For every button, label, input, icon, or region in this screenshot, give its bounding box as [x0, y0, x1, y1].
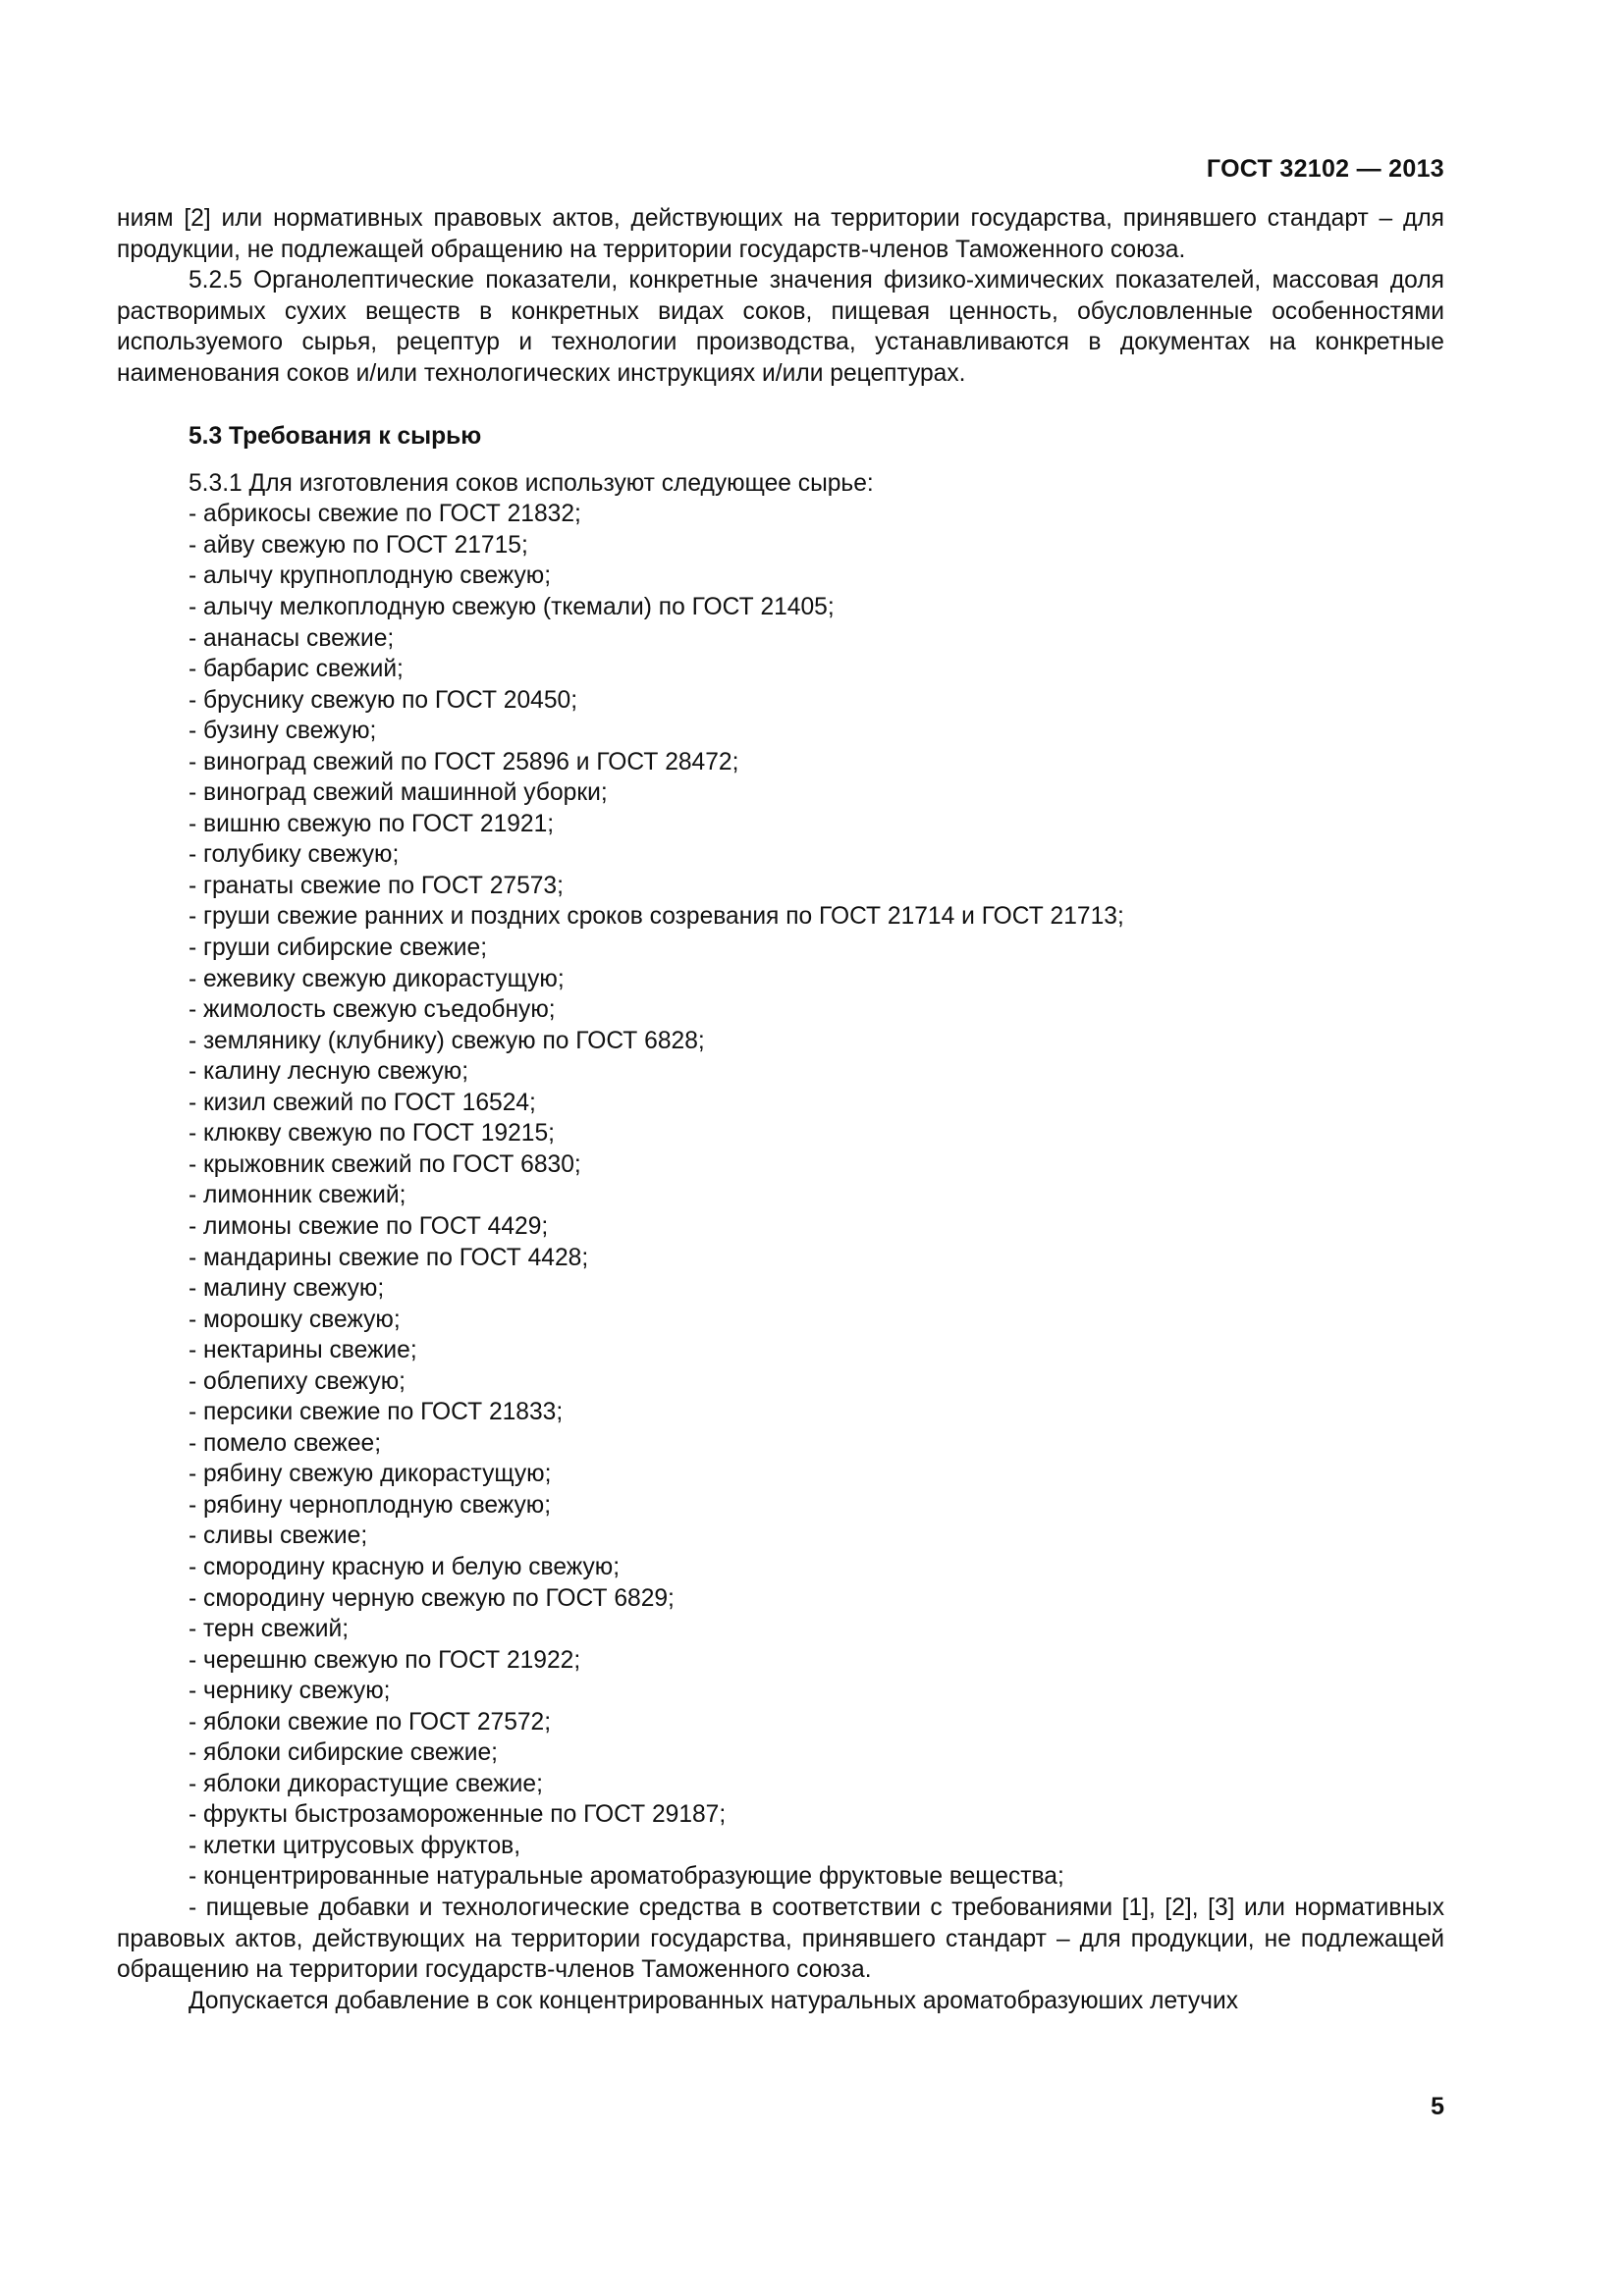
list-item: - облепиху свежую; [189, 1367, 406, 1395]
list-item: - концентрированные натуральные ароматобразующие фруктовые вещества; [189, 1863, 1064, 1891]
list-item: - персики свежие по ГОСТ 21833; [189, 1399, 564, 1426]
list-item: - калину лесную свежую; [189, 1058, 469, 1086]
list-item: - фрукты быстрозамороженные по ГОСТ 29187; [189, 1801, 727, 1829]
list-item: - лимонник свежий; [189, 1182, 406, 1209]
list-item: - лимоны свежие по ГОСТ 4429; [189, 1212, 549, 1240]
list-item: - жимолость свежую съедобную; [189, 996, 556, 1024]
list-item: - смородину черную свежую по ГОСТ 6829; [189, 1584, 675, 1612]
list-item: - мандарины свежие по ГОСТ 4428; [189, 1244, 589, 1271]
list-item: - бруснику свежую по ГОСТ 20450; [189, 686, 578, 714]
document-header-id: ГОСТ 32102 — 2013 [1206, 155, 1444, 183]
list-item: - рябину черноплодную свежую; [189, 1491, 552, 1519]
paragraph-5-2-5: 5.2.5 Органолептические показатели, конкретные значения физико-химических показателей, массовая доля растворимых сухих веществ в конкретных видах соков, пищевая ценность, обусловленные особенностями используемого сырья, рецептур и технологии производства, устанавливаются в документах на конкретные наименования соков и/или технологических инструкциях и/или рецептурах. [117, 267, 1444, 387]
list-item: - крыжовник свежий по ГОСТ 6830; [189, 1150, 581, 1178]
paragraph-allowed: Допускается добавление в сок концентрированных натуральных ароматобразуюших летучих [189, 1987, 1239, 2014]
list-item: - клюкву свежую по ГОСТ 19215; [189, 1120, 555, 1148]
paragraph-additives: - пищевые добавки и технологические средства в соответствии с требованиями [1], [2], [3] или нормативных правовых актов, действующих на территории государства, принявшего стандарт – для продукции, не подлежащей обращению на территории государств-членов Таможенного союза. [117, 1894, 1444, 1984]
list-item: - ежевику свежую дикорастущую; [189, 965, 565, 992]
document-body [117, 203, 1444, 2016]
list-item: - сливы свежие; [189, 1522, 368, 1550]
list-item: - яблоки свежие по ГОСТ 27572; [189, 1708, 552, 1735]
list-item: - вишню свежую по ГОСТ 21921; [189, 810, 555, 837]
list-item: - яблоки сибирские свежие; [189, 1739, 498, 1767]
raw-materials-list [117, 499, 1444, 1893]
list-item: - айву свежую по ГОСТ 21715; [189, 531, 528, 559]
paragraph-5-3-1: 5.3.1 Для изготовления соков используют следующее сырье: [189, 469, 874, 497]
list-item: - бузину свежую; [189, 718, 377, 745]
list-item: - клетки цитрусовых фруктов, [189, 1832, 521, 1859]
list-item: - алычу крупноплодную свежую; [189, 562, 552, 590]
list-item: - нектарины свежие; [189, 1337, 417, 1364]
list-item: - ананасы свежие; [189, 624, 395, 652]
list-item: - виноград свежий по ГОСТ 25896 и ГОСТ 28472; [189, 748, 739, 775]
list-item: - морошку свежую; [189, 1306, 401, 1333]
list-item: - помело свежее; [189, 1429, 382, 1457]
section-title-5-3: 5.3 Требования к сырью [189, 423, 482, 451]
list-item: - смородину красную и белую свежую; [189, 1553, 621, 1580]
list-item: - землянику (клубнику) свежую по ГОСТ 6828; [189, 1027, 705, 1054]
list-item: - яблоки дикорастущие свежие; [189, 1770, 543, 1797]
list-item: - барбарис свежий; [189, 656, 404, 683]
list-item: - малину свежую; [189, 1275, 385, 1303]
paragraph-continuation: ниям [2] или нормативных правовых актов, действующих на территории государства, принявшего стандарт – для продукции, не подлежащей обращению на территории государств-членов Таможенного союза. [117, 205, 1444, 263]
list-item: - абрикосы свежие по ГОСТ 21832; [189, 501, 581, 528]
list-item: - голубику свежую; [189, 841, 400, 869]
list-item: - алычу мелкоплодную свежую (ткемали) по ГОСТ 21405; [189, 594, 835, 621]
list-item: - чернику свежую; [189, 1678, 391, 1705]
list-item: - кизил свежий по ГОСТ 16524; [189, 1089, 536, 1116]
list-item: - груши сибирские свежие; [189, 934, 488, 962]
list-item: - виноград свежий машинной уборки; [189, 779, 608, 807]
list-item: - рябину свежую дикорастущую; [189, 1461, 552, 1488]
page-number: 5 [1431, 2093, 1444, 2120]
list-item: - гранаты свежие по ГОСТ 27573; [189, 872, 564, 899]
list-item: - груши свежие ранних и поздних сроков созревания по ГОСТ 21714 и ГОСТ 21713; [189, 903, 1124, 931]
list-item: - терн свежий; [189, 1616, 350, 1643]
list-item: - черешню свежую по ГОСТ 21922; [189, 1646, 581, 1674]
